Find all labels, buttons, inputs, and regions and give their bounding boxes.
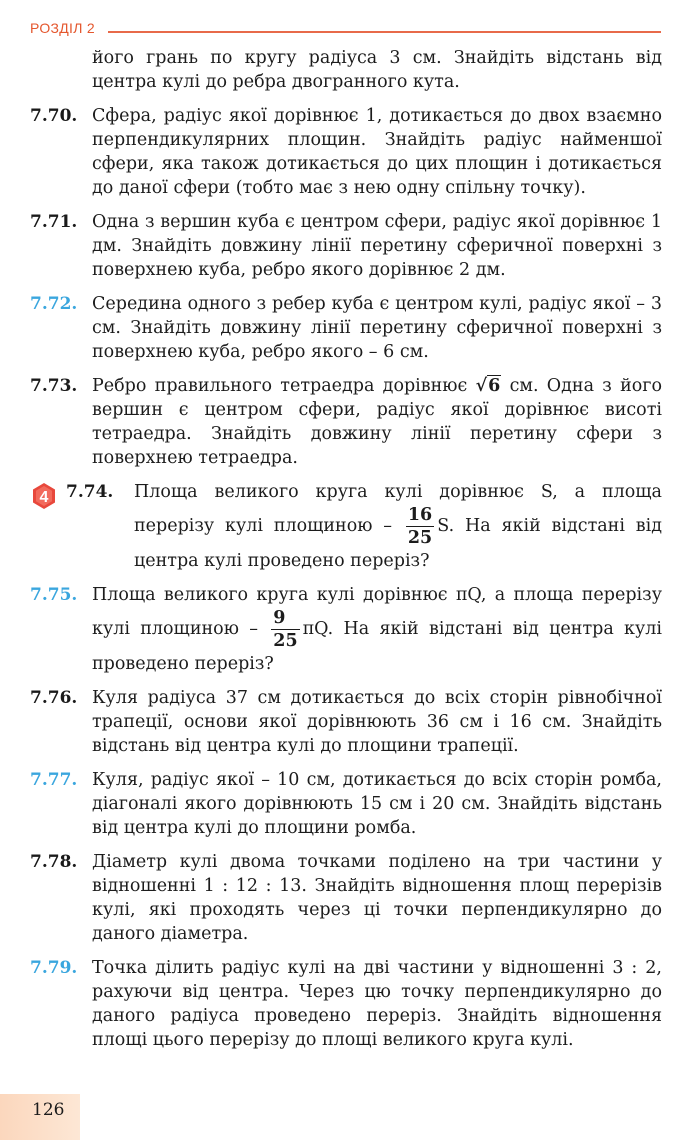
problem-7-71	[30, 210, 662, 282]
problem-text: Куля радіуса 37 см дотикається до всіх сторін рівнобічної трапеції, основи якої дорівнюють 36 см і 16 см. Знайдіть відстань від центра кулі до площини трапеції.	[92, 688, 662, 756]
problem-7-73	[30, 374, 662, 470]
text-fragment: см. Одна з його вершин є центром сфери, радіус якої дорівнює висоті тетраедра. Знайдіть довжину лінії перетину сфери з поверхнею тетраедра.	[92, 376, 662, 468]
problem-text: Сфера, радіус якої дорівнює 1, дотикається до двох взаємно перпендикулярних площин. Знайдіть радіус найменшої сфери, яка також дотикається до цих площин і дотикається до даної сфери (тобто має з нею одну спільну точку).	[92, 106, 662, 198]
problem-text	[134, 480, 662, 573]
text-fragment: S. На якій відстані від центра кулі проведено переріз?	[134, 516, 662, 571]
problem-text: Середина одного з ребер куба є центром кулі, радіус якої – 3 см. Знайдіть довжину лінії перетину сферичної поверхні з поверхнею куба, ребро якого – 6 см.	[92, 294, 662, 362]
problem-text: Куля, радіус якої – 10 см, дотикається до всіх сторін ромба, діагоналі якого дорівнюють 15 см і 20 см. Знайдіть відстань від центра кулі до площини ромба.	[92, 770, 662, 838]
problem-number: 7.73.	[30, 376, 78, 396]
page-number: 126	[32, 1100, 65, 1120]
problem-7-76	[30, 686, 662, 758]
problem-number: 7.79.	[30, 958, 78, 978]
problem-7-74	[30, 480, 662, 573]
problem-text	[92, 374, 662, 470]
problem-number: 7.78.	[30, 852, 78, 872]
fraction-numerator: 16	[407, 505, 433, 525]
hexagon-level-icon	[30, 482, 58, 510]
problem-text: Діаметр кулі двома точками поділено на три частини у відношенні 1 : 12 : 13. Знайдіть відношення площ перерізів кулі, які проходять через ці точки перпендикулярно до даного діаметра.	[92, 852, 662, 944]
problem-text: Точка ділить радіус кулі на дві частини у відношенні 3 : 2, рахуючи від центра. Через цю точку перпендикулярно до даного радіуса проведено переріз. Знайдіть відношення площі цього перерізу до площі великого круга кулі.	[92, 958, 662, 1050]
problem-text: Одна з вершин куба є центром сфери, радіус якої дорівнює 1 дм. Знайдіть довжину лінії перетину сферичної поверхні з поверхнею куба, ребро якого дорівнює 2 дм.	[92, 212, 662, 280]
fraction	[406, 504, 434, 549]
fraction	[271, 607, 299, 652]
problem-7-75	[30, 583, 662, 676]
problem-number: 7.72.	[30, 294, 78, 314]
problem-number: 7.74.	[66, 482, 114, 502]
problem-number: 7.70.	[30, 106, 78, 126]
fraction-denominator: 25	[407, 528, 433, 548]
text-fragment: Площа великого круга кулі дорівнює S, а площа перерізу кулі площиною –	[134, 482, 662, 536]
square-root	[476, 375, 502, 396]
text-fragment: Площа великого круга кулі дорівнює πQ, а площа перерізу кулі площиною –	[92, 585, 662, 639]
problem-number: 7.76.	[30, 688, 78, 708]
level-badge-number: 4	[39, 489, 49, 506]
problem-number: 7.71.	[30, 212, 78, 232]
problem-number: 7.77.	[30, 770, 78, 790]
text-fragment: πQ. На якій відстані від центра кулі проведено переріз?	[92, 619, 663, 674]
problem-number: 7.75.	[30, 585, 78, 605]
header-rule	[108, 31, 661, 33]
fraction-numerator: 9	[273, 608, 286, 628]
problem-text	[92, 583, 662, 676]
problem-7-79	[30, 956, 662, 1052]
problem-7-78	[30, 850, 662, 946]
section-header: РОЗДІЛ 2	[30, 20, 96, 36]
page-content	[30, 46, 662, 1062]
fraction-denominator: 25	[273, 631, 298, 651]
continuation-text: його грань по кругу радіуса 3 см. Знайдіть відстань від центра кулі до ребра двогранного кута.	[92, 48, 662, 92]
problem-7-70	[30, 104, 662, 200]
text-fragment: Ребро правильного тетраедра дорівнює	[92, 376, 476, 396]
radicand: 6	[488, 376, 501, 396]
sqrt-sign: √	[475, 376, 488, 396]
problem-7-72	[30, 292, 662, 364]
problem-7-77	[30, 768, 662, 840]
